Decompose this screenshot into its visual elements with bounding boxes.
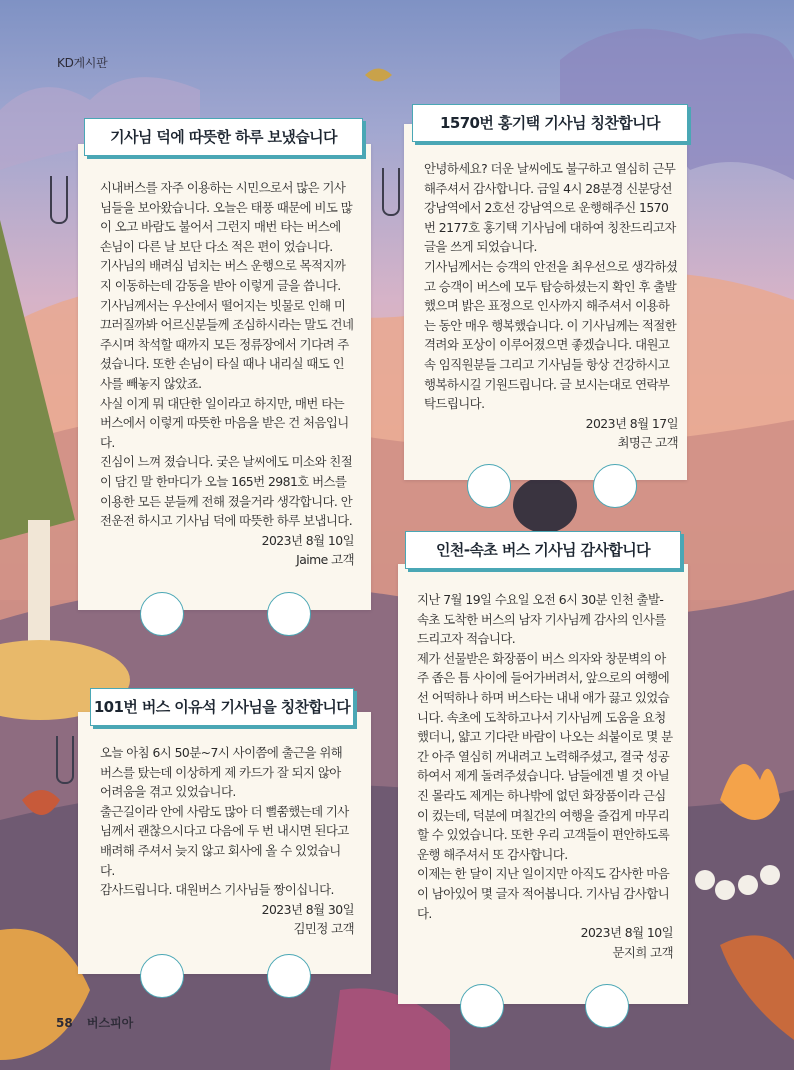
page-footer — [56, 1014, 143, 1031]
card-1-date: 2023년 8월 10일 — [261, 532, 354, 548]
card-1-author: Jaime 고객 — [296, 552, 354, 568]
card-4-ring-left — [140, 954, 184, 998]
card-1-ring-left — [140, 592, 184, 636]
card-2-ring-left — [467, 464, 511, 508]
card-body-4 — [100, 743, 354, 939]
magazine-name: 버스피아 — [86, 1016, 134, 1030]
card-title-3: 인천-속초 버스 기사님 감사합니다 — [405, 531, 681, 569]
card-4-paragraph-3: 감사드립니다. 대원버스 기사님들 짱이십니다. — [100, 882, 334, 898]
card-3-date: 2023년 8월 10일 — [580, 925, 673, 941]
card-2-paragraph-2: 기사님께서는 승객의 안전을 최우선으로 생각하셨고 승객이 버스에 모두 탑승하셨는지 확인 후 출발했으며 밝은 표정으로 인사까지 해주셔서 이용하는 동안 매우 행복했습니다. 이 기사님께는 적절한 격려와 포상이 이루어졌으면 좋겠습니다. 대원고속 임직원분들 그리고 기사님들 항상 건강하시고 행복하시길 기원드립니다. 글 보시는대로 연락부탁드립니다. — [424, 258, 678, 412]
card-3-paragraph-2: 제가 선물받은 화장품이 버스 의자와 창문벽의 아주 좁은 틈 사이에 들어가버려서, 앞으로의 여행에 선 어떡하나 하며 버스타는 내내 애가 끓고 있었습니다. 속초에 도착하고나서 기사님께 도움을 요청했더니, 얇고 기다란 바람이 나오는 쇠붙이로 몇 분간 아주 열심히 꺼내려고 노력해주셨고, 결국 성공하여서 제게 돌려주셨습니다. 남들에겐 별 것 아닐진 몰라도 제게는 하나밖에 없던 화장품이라 근심이 컸는데, 덕분에 며칠간의 여행을 즐겁게 마무리할 수 있었습니다. 또한 우리 고객들이 편안하도록 운행 해주셔서 또 감사합니다. — [417, 650, 673, 862]
card-2-date: 2023년 8월 17일 — [585, 415, 678, 431]
card-3-ring-left — [460, 984, 504, 1028]
card-1-paragraph-3: 사실 이게 뭐 대단한 일이라고 하지만, 매번 타는 버스에서 이렇게 따뜻한 마음을 받은 건 처음입니다. — [100, 395, 349, 450]
card-4-paragraph-2: 출근길이라 안에 사람도 많아 더 뻘쭘했는데 기사님께서 괜찮으시다고 다음에 두 번 내시면 된다고 배려해 주셔서 늦지 않고 회사에 올 수 있었습니다. — [100, 803, 349, 878]
card-title-4: 101번 버스 이유석 기사님을 칭찬합니다 — [90, 688, 354, 726]
card-4-author: 김민정 고객 — [293, 921, 354, 937]
section-label: KD게시판 — [57, 56, 108, 70]
card-3-ring-right — [585, 984, 629, 1028]
card-title-1: 기사님 덕에 따뜻한 하루 보냈습니다 — [84, 118, 363, 156]
card-2-author: 최명근 고객 — [617, 435, 678, 451]
card-hook-4 — [56, 736, 74, 784]
card-1-paragraph-4: 진심이 느껴 졌습니다. 궂은 날씨에도 미소와 친절이 담긴 말 한마디가 오늘 165번 2981호 버스를 이용한 모든 분들께 전해 졌을거라 생각합니다. 안전운전 하시고 기사님 덕에 따뜻한 하루 보냅니다. — [100, 454, 353, 529]
card-2-paragraph-1: 안녕하세요? 더운 날씨에도 불구하고 열심히 근무해주셔서 감사합니다. 금일 4시 28분경 신분당선 강남역에서 2호선 강남역으로 운행해주신 1570번 2177호 홍기택 기사님에 대하여 칭찬드리고자 글을 쓰게 되었습니다. — [424, 161, 676, 255]
card-hook-2 — [382, 168, 400, 216]
card-1-ring-right — [267, 592, 311, 636]
card-1-paragraph-2: 기사님의 배려심 넘치는 버스 운행으로 목적지까지 이동하는데 감동을 받아 이렇게 글을 씁니다. 기사님께서는 우산에서 떨어지는 빗물로 인해 미끄러질까봐 어르신분들께 조심하시라는 말도 건네주시며 착석할 때까지 모든 정류장에서 기다려 주셨습니다. 또한 손님이 타실 때나 내리실 때도 인사를 빼놓지 않았죠. — [100, 258, 354, 391]
card-title-2: 1570번 홍기택 기사님 칭찬합니다 — [412, 104, 688, 142]
page-number: 58 — [56, 1016, 73, 1030]
card-4-ring-right — [267, 954, 311, 998]
card-4-paragraph-1: 오늘 아침 6시 50분~7시 사이쯤에 출근을 위해 버스를 탔는데 이상하게 제 카드가 잘 되지 않아 어려움을 겪고 있었습니다. — [100, 745, 343, 800]
card-body-1 — [100, 178, 354, 570]
card-2-ring-right — [593, 464, 637, 508]
card-1-paragraph-1: 시내버스를 자주 이용하는 시민으로서 많은 기사님들을 보아왔습니다. 오늘은 태풍 때문에 비도 많이 오고 바람도 불어서 그런지 매번 타는 버스에 손님이 다른 날 보단 다소 적은 편이 었습니다. — [100, 180, 353, 254]
card-hook-1 — [50, 176, 68, 224]
card-body-2 — [424, 159, 678, 453]
card-3-paragraph-1: 지난 7월 19일 수요일 오전 6시 30분 인천 출발-속초 도착한 버스의 남자 기사님께 감사의 인사를 드리고자 적습니다. — [417, 592, 666, 647]
card-3-paragraph-3: 이제는 한 달이 지난 일이지만 아직도 감사한 마음이 남아있어 몇 글자 적어봅니다. 기사님 감사합니다. — [417, 866, 670, 921]
card-3-author: 문지희 고객 — [612, 944, 673, 960]
card-4-date: 2023년 8월 30일 — [261, 901, 354, 917]
card-body-3 — [417, 590, 673, 962]
